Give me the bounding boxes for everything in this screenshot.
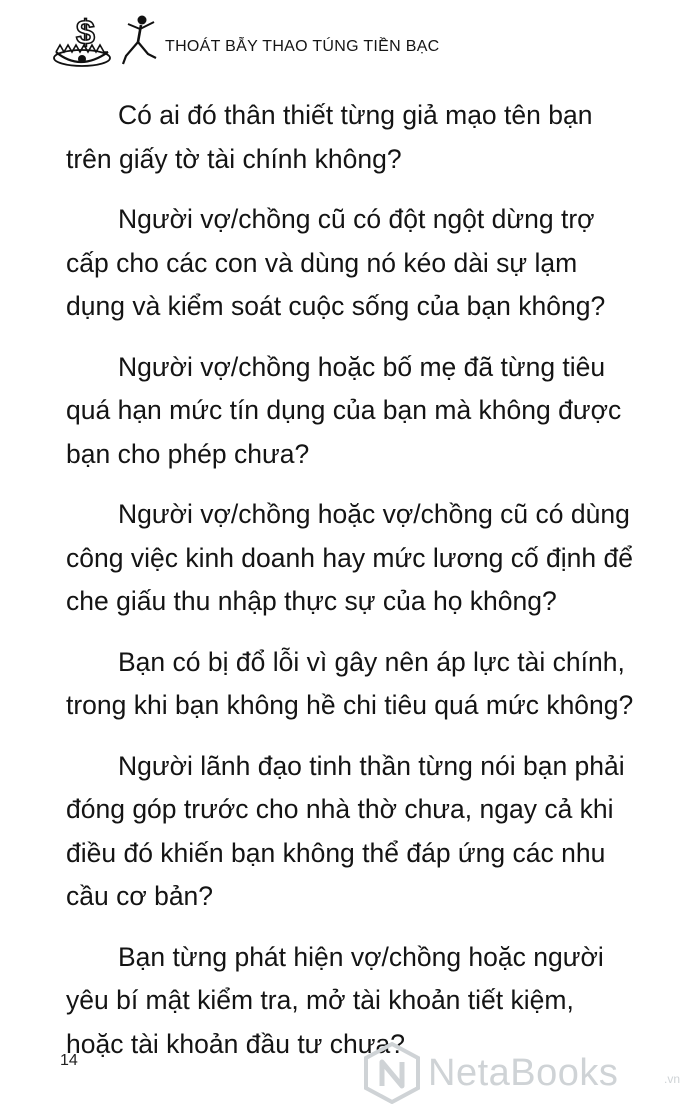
paragraph: Bạn có bị đổ lỗi vì gây nên áp lực tài chính, trong khi bạn không hề chi tiêu quá mức không? [66,646,634,720]
paragraph: Bạn từng phát hiện vợ/chồng hoặc người yêu bí mật kiểm tra, mở tài khoản tiết kiệm, hoặc tài khoản đầu tư chưa? [66,941,604,1059]
running-man-icon [120,14,160,70]
watermark-suffix: .vn [664,1072,681,1086]
page-number: 14 [60,1052,78,1069]
body-text [66,94,636,1083]
watermark-text: NetaBooks [428,1052,619,1094]
paragraph: Người lãnh đạo tinh thần từng nói bạn phải đóng góp trước cho nhà thờ chưa, ngay cả khi điều đó khiến bạn không thể đáp ứng các nhu cầu cơ bản? [66,750,625,911]
paragraph: Có ai đó thân thiết từng giả mạo tên bạn trên giấy tờ tài chính không? [66,100,593,174]
page-header [0,0,700,95]
running-title: THOÁT BẪY THAO TÚNG TIỀN BẠC [165,38,440,55]
paragraph: Người vợ/chồng cũ có đột ngột dừng trợ cấp cho các con và dùng nó kéo dài sự lạm dụng và kiểm soát cuộc sống của bạn không? [66,204,606,321]
paragraph: Người vợ/chồng hoặc bố mẹ đã từng tiêu quá hạn mức tín dụng của bạn mà không được bạn cho phép chưa? [66,351,622,469]
netabooks-logo-icon [362,1042,422,1104]
watermark [362,1038,692,1108]
svg-text:$: $ [76,14,95,52]
paragraph: Người vợ/chồng hoặc vợ/chồng cũ có dùng công việc kinh doanh hay mức lương cố định để che giấu thu nhập thực sự của họ không? [66,499,633,616]
